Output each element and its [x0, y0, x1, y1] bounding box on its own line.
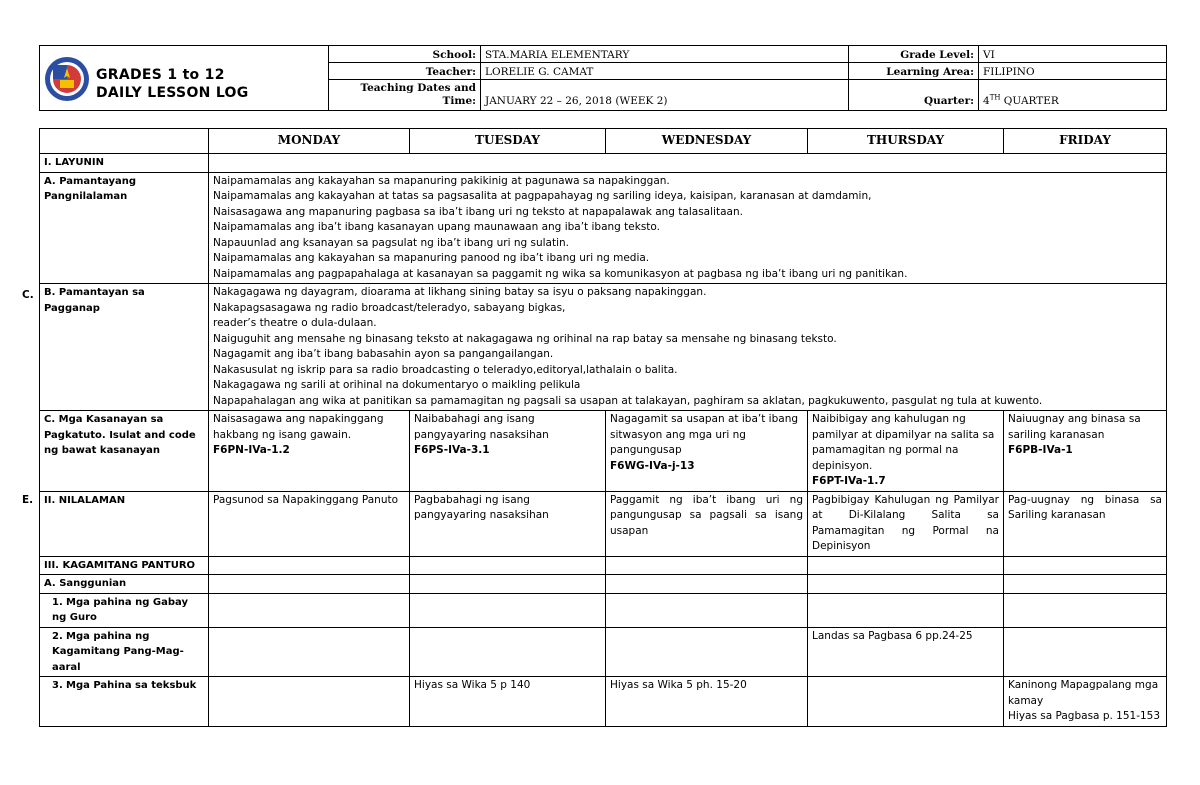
empty-cell	[808, 677, 1004, 727]
teksbuk-label: Mga Pahina sa teksbuk	[66, 680, 197, 691]
nilalaman-row	[40, 491, 1167, 556]
kasanayan-tuesday	[410, 411, 606, 492]
teacher-value: LORELIE G. CAMAT	[481, 63, 849, 80]
kasanayan-text: Naisasagawa ang napakinggang hakbang ng isang gawain.	[213, 413, 384, 441]
teksbuk-label-cell	[40, 677, 209, 727]
margin-letter-c: C.	[22, 289, 34, 301]
quarter-sup: TH	[989, 93, 1001, 102]
day-thursday: THURSDAY	[808, 129, 1004, 154]
empty-cell	[410, 556, 606, 575]
gabay-label-cell	[40, 593, 209, 627]
teksbuk-friday	[1004, 677, 1167, 727]
empty-cell	[1004, 556, 1167, 575]
kasanayan-friday	[1004, 411, 1167, 492]
margin-letter-e: E.	[22, 494, 34, 506]
teacher-label: Teacher:	[329, 63, 481, 80]
header-table	[39, 45, 1167, 111]
kagamitan-row	[40, 556, 1167, 575]
empty-cell	[606, 575, 808, 594]
pagganap-line: Naiguguhit ang mensahe ng binasang teksto at nakagagawa ng orihinal na rap batay sa mensahe ng binasang teksto.	[213, 332, 837, 345]
empty-cell	[410, 627, 606, 677]
teksbuk-num: 3.	[52, 680, 63, 691]
gabay-row	[40, 593, 1167, 627]
gabay-label: Mga pahina ng Gabay ng Guro	[52, 596, 188, 623]
pagganap-line: Nakagagawa ng dayagram, dioarama at likhang sining batay sa isyu o paksang napakinggan.	[213, 286, 707, 298]
layunin-row	[40, 154, 1167, 173]
kasanayan-text: Naibabahagi ang isang pangyayaring nasaksihan	[414, 413, 549, 441]
pamantayang-line: Naipamamalas ang kakayahan at tatas sa pagsasalita at pagpapahayag ng sariling ideya, kaisipan, karanasan at damdamin,	[213, 190, 872, 202]
empty-cell	[808, 556, 1004, 575]
nilalaman-tuesday: Pagbabahagi ng isang pangyayaring nasaksihan	[410, 491, 606, 556]
kasanayan-code: F6PB-IVa-1	[1008, 444, 1073, 456]
header-title-line1: GRADES 1 to 12	[96, 67, 225, 83]
kasanayan-thursday	[808, 411, 1004, 492]
day-wednesday: WEDNESDAY	[606, 129, 808, 154]
kagamitan-pahina-label-cell	[40, 627, 209, 677]
kasanayan-code: F6PS-IVa-3.1	[414, 444, 490, 456]
empty-cell	[1004, 627, 1167, 677]
pamantayang-line: Napauunlad ang ksanayan sa pagsulat ng iba’t ibang uri ng sulatin.	[213, 236, 569, 249]
pagganap-content	[209, 284, 1167, 411]
day-friday: FRIDAY	[1004, 129, 1167, 154]
kagamitan-thursday: Landas sa Pagbasa 6 pp.24-25	[808, 627, 1004, 677]
nilalaman-friday: Pag-uugnay ng binasa sa Sariling karanasan	[1004, 491, 1167, 556]
pagganap-row	[40, 284, 1167, 411]
teksbuk-tuesday: Hiyas sa Wika 5 p 140	[410, 677, 606, 727]
lesson-table	[39, 128, 1167, 727]
kasanayan-wednesday	[606, 411, 808, 492]
teksbuk-friday-line1: Kaninong Mapagpalang mga kamay	[1008, 679, 1159, 707]
sanggunian-label: A. Sanggunian	[40, 575, 209, 594]
dates-label-line2: Time:	[442, 95, 476, 107]
school-value: STA.MARIA ELEMENTARY	[481, 46, 849, 63]
pamantayang-line: Naipamamalas ang kakayahan sa mapanuring pakikinig at pagunawa sa napakinggan.	[213, 174, 670, 187]
nilalaman-monday: Pagsunod sa Napakinggang Panuto	[209, 491, 410, 556]
kagamitan-pahina-label: Mga pahina ng Kagamitang Pang-Mag-aaral	[52, 630, 184, 673]
pagganap-label: B. Pamantayan sa Pagganap	[40, 284, 209, 411]
kagamitan-num: 2.	[52, 630, 63, 642]
kasanayan-text: Naibibigay ang kahulugan ng pamilyar at dipamilyar na salita sa pamamagitan ng pormal na depinisyon.	[812, 413, 995, 472]
empty-cell	[410, 575, 606, 594]
pamantayang-line: Naipamamalas ang pagpapahalaga at kasanayan sa paggamit ng wika sa komunikasyon at pagbasa ng iba’t ibang uri ng panitikan.	[213, 267, 908, 280]
area-value: FILIPINO	[979, 63, 1167, 80]
empty-cell	[209, 627, 410, 677]
pagganap-line: Nakasusulat ng iskrip para sa radio broadcasting o teleradyo,editoryal,lathalain o balita.	[213, 363, 678, 376]
kasanayan-text: Naiuugnay ang binasa sa sariling karanasan	[1008, 413, 1141, 441]
empty-cell	[209, 677, 410, 727]
pagganap-line: Nakagagawa ng sarili at orihinal na dokumentaryo o maikling pelikula	[213, 379, 581, 391]
empty-cell	[606, 627, 808, 677]
pamantayang-label: A. Pamantayang Pangnilalaman	[40, 172, 209, 284]
kasanayan-text: Nagagamit sa usapan at iba’t ibang sitwasyon ang mga uri ng pangungusap	[610, 413, 799, 456]
empty-cell	[209, 575, 410, 594]
kasanayan-code: F6PT-IVa-1.7	[812, 475, 886, 487]
kasanayan-row	[40, 411, 1167, 492]
kagamitan-pahina-row	[40, 627, 1167, 677]
nilalaman-wednesday: Paggamit ng iba’t ibang uri ng pangungusap sa pagsali sa isang usapan	[606, 491, 808, 556]
teksbuk-wednesday: Hiyas sa Wika 5 ph. 15-20	[606, 677, 808, 727]
grade-value: VI	[979, 46, 1167, 63]
grade-label: Grade Level:	[849, 46, 979, 63]
pamantayang-row	[40, 172, 1167, 284]
dates-label	[329, 80, 481, 111]
quarter-value	[979, 80, 1167, 111]
nilalaman-label: II. NILALAMAN	[40, 491, 209, 556]
pamantayang-line: Naisasagawa ang mapanuring pagbasa sa iba’t ibang uri ng teksto at napapalawak ang talasalitaan.	[213, 205, 743, 218]
deped-seal-icon	[44, 56, 90, 102]
school-label: School:	[329, 46, 481, 63]
pagganap-line: Napapahalagan ang wika at panitikan sa pamamagitan ng pagsali sa usapan at talakayan, paghiram sa aklatan, pagkukuwento, pasgulat ng tula at kuwento.	[213, 394, 1043, 407]
day-monday: MONDAY	[209, 129, 410, 154]
area-label: Learning Area:	[849, 63, 979, 80]
empty-cell	[209, 556, 410, 575]
nilalaman-thursday: Pagbibigay Kahulugan ng Pamilyar at Di-Kilalang Salita sa Pamamagitan ng Pormal na Depinisyon	[808, 491, 1004, 556]
pamantayang-content	[209, 172, 1167, 284]
kasanayan-monday	[209, 411, 410, 492]
teksbuk-friday-line2: Hiyas sa Pagbasa p. 151-153	[1008, 710, 1161, 722]
header-logo-cell	[40, 46, 329, 111]
teksbuk-row	[40, 677, 1167, 727]
empty-cell	[1004, 593, 1167, 627]
empty-cell	[808, 593, 1004, 627]
quarter-label: Quarter:	[849, 80, 979, 111]
day-tuesday: TUESDAY	[410, 129, 606, 154]
pagganap-line: reader’s theatre o dula-dulaan.	[213, 317, 377, 329]
quarter-word: QUARTER	[1000, 95, 1059, 107]
dates-value: JANUARY 22 – 26, 2018 (WEEK 2)	[481, 80, 849, 111]
kasanayan-code: F6WG-IVa-j-13	[610, 459, 695, 472]
days-header-row	[40, 129, 1167, 154]
layunin-label: I. LAYUNIN	[40, 154, 209, 173]
sanggunian-row	[40, 575, 1167, 594]
empty-cell	[1004, 575, 1167, 594]
empty-cell	[606, 593, 808, 627]
quarter-num: 4	[983, 95, 990, 107]
kasanayan-label: C. Mga Kasanayan sa Pagkatuto. Isulat and code ng bawat kasanayan	[40, 411, 209, 492]
empty-cell	[808, 575, 1004, 594]
gabay-num: 1.	[52, 596, 63, 608]
corner-cell	[40, 129, 209, 154]
dates-label-line1: Teaching Dates and	[360, 82, 476, 94]
pamantayang-line: Naipamamalas ang iba’t ibang kasanayan upang maunawaan ang iba’t ibang teksto.	[213, 221, 660, 233]
header-title-line2: DAILY LESSON LOG	[96, 85, 249, 101]
kasanayan-code: F6PN-IVa-1.2	[213, 444, 290, 456]
empty-cell	[410, 593, 606, 627]
pagganap-line: Nagagamit ang iba’t ibang babasahin ayon sa pangangailangan.	[213, 348, 554, 360]
layunin-content	[209, 154, 1167, 173]
kagamitan-label: III. KAGAMITANG PANTURO	[40, 556, 209, 575]
empty-cell	[209, 593, 410, 627]
pamantayang-line: Naipamamalas ang kakayahan sa mapanuring panood ng iba’t ibang uri ng media.	[213, 252, 650, 264]
pagganap-line: Nakapagsasagawa ng radio broadcast/teleradyo, sabayang bigkas,	[213, 301, 566, 314]
empty-cell	[606, 556, 808, 575]
